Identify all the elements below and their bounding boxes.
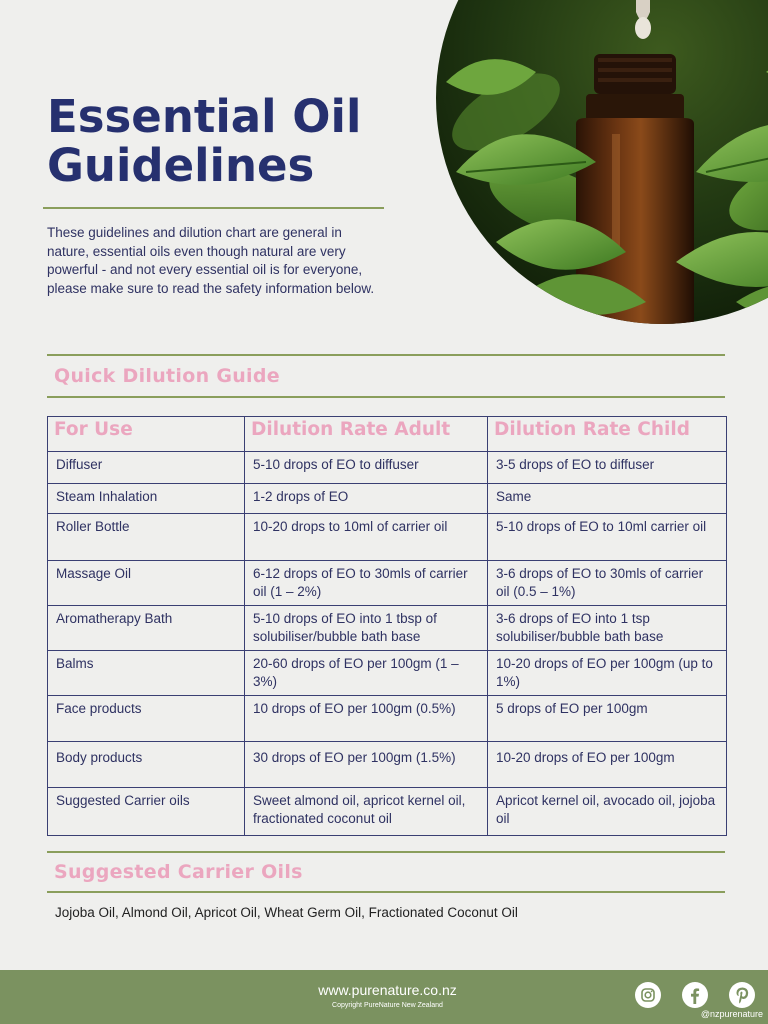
row-child-rate: 5-10 drops of EO to 10ml carrier oil — [488, 514, 727, 561]
pinterest-icon[interactable] — [729, 982, 755, 1008]
row-adult-rate: 10-20 drops to 10ml of carrier oil — [245, 514, 488, 561]
row-use: Massage Oil — [48, 561, 245, 606]
row-child-rate: 3-6 drops of EO into 1 tsp solubiliser/bubble bath base — [488, 606, 727, 651]
row-adult-rate: 5-10 drops of EO to diffuser — [245, 452, 488, 484]
table-row — [48, 651, 727, 696]
carrier-oils-heading: Suggested Carrier Oils — [54, 861, 303, 883]
row-child-rate: 3-6 drops of EO to 30mls of carrier oil (0.5 – 1%) — [488, 561, 727, 606]
row-use: Suggested Carrier oils — [48, 788, 245, 836]
carriers-top-divider — [47, 851, 725, 853]
title-divider — [43, 207, 384, 209]
row-child-rate: 3-5 drops of EO to diffuser — [488, 452, 727, 484]
table-row — [48, 452, 727, 484]
row-use: Aromatherapy Bath — [48, 606, 245, 651]
table-header-row — [48, 417, 727, 452]
dilution-top-divider — [47, 354, 725, 356]
intro-paragraph: These guidelines and dilution chart are general in nature, essential oils even though natural are very powerful - and not every essential oil is for everyone, please make sure to read the safety information below. — [47, 225, 375, 296]
table-row — [48, 696, 727, 742]
row-child-rate: Apricot kernel oil, avocado oil, jojoba oil — [488, 788, 727, 836]
page-title — [47, 92, 427, 190]
row-use: Roller Bottle — [48, 514, 245, 561]
row-child-rate: 10-20 drops of EO per 100gm — [488, 742, 727, 788]
row-use: Diffuser — [48, 452, 245, 484]
carrier-oils-list: Jojoba Oil, Almond Oil, Apricot Oil, Wheat Germ Oil, Fractionated Coconut Oil — [55, 905, 518, 920]
row-adult-rate: 30 drops of EO per 100gm (1.5%) — [245, 742, 488, 788]
row-adult-rate: 10 drops of EO per 100gm (0.5%) — [245, 696, 488, 742]
column-header-for-use: For Use — [48, 417, 245, 452]
row-adult-rate: 6-12 drops of EO to 30mls of carrier oil (1 – 2%) — [245, 561, 488, 606]
row-child-rate: 5 drops of EO per 100gm — [488, 696, 727, 742]
row-use: Face products — [48, 696, 245, 742]
carriers-bottom-divider — [47, 891, 725, 893]
table-row — [48, 561, 727, 606]
row-adult-rate: 5-10 drops of EO into 1 tbsp of solubiliser/bubble bath base — [245, 606, 488, 651]
table-row — [48, 606, 727, 651]
social-handle: @nzpurenature — [700, 1009, 763, 1019]
facebook-icon[interactable] — [682, 982, 708, 1008]
page-title-line1: Essential Oil — [47, 90, 362, 143]
hero-photo-essential-oil-bottle — [436, 0, 768, 324]
column-header-adult: Dilution Rate Adult — [245, 417, 488, 452]
row-use: Balms — [48, 651, 245, 696]
website-link[interactable]: www.purenature.co.nz — [318, 982, 457, 998]
row-child-rate: Same — [488, 484, 727, 514]
copyright-text: Copyright PureNature New Zealand — [332, 1002, 443, 1009]
column-header-child: Dilution Rate Child — [488, 417, 727, 452]
row-adult-rate: 20-60 drops of EO per 100gm (1 – 3%) — [245, 651, 488, 696]
row-child-rate: 10-20 drops of EO per 100gm (up to 1%) — [488, 651, 727, 696]
table-row — [48, 484, 727, 514]
page-title-line2: Guidelines — [47, 139, 315, 192]
table-row — [48, 788, 727, 836]
instagram-icon[interactable] — [635, 982, 661, 1008]
footer — [0, 970, 768, 1024]
dilution-guide-heading: Quick Dilution Guide — [54, 365, 280, 387]
table-row — [48, 514, 727, 561]
row-adult-rate: 1-2 drops of EO — [245, 484, 488, 514]
table-row — [48, 742, 727, 788]
row-use: Steam Inhalation — [48, 484, 245, 514]
row-adult-rate: Sweet almond oil, apricot kernel oil, fractionated coconut oil — [245, 788, 488, 836]
row-use: Body products — [48, 742, 245, 788]
dilution-table — [47, 416, 727, 836]
dilution-bottom-divider — [47, 396, 725, 398]
